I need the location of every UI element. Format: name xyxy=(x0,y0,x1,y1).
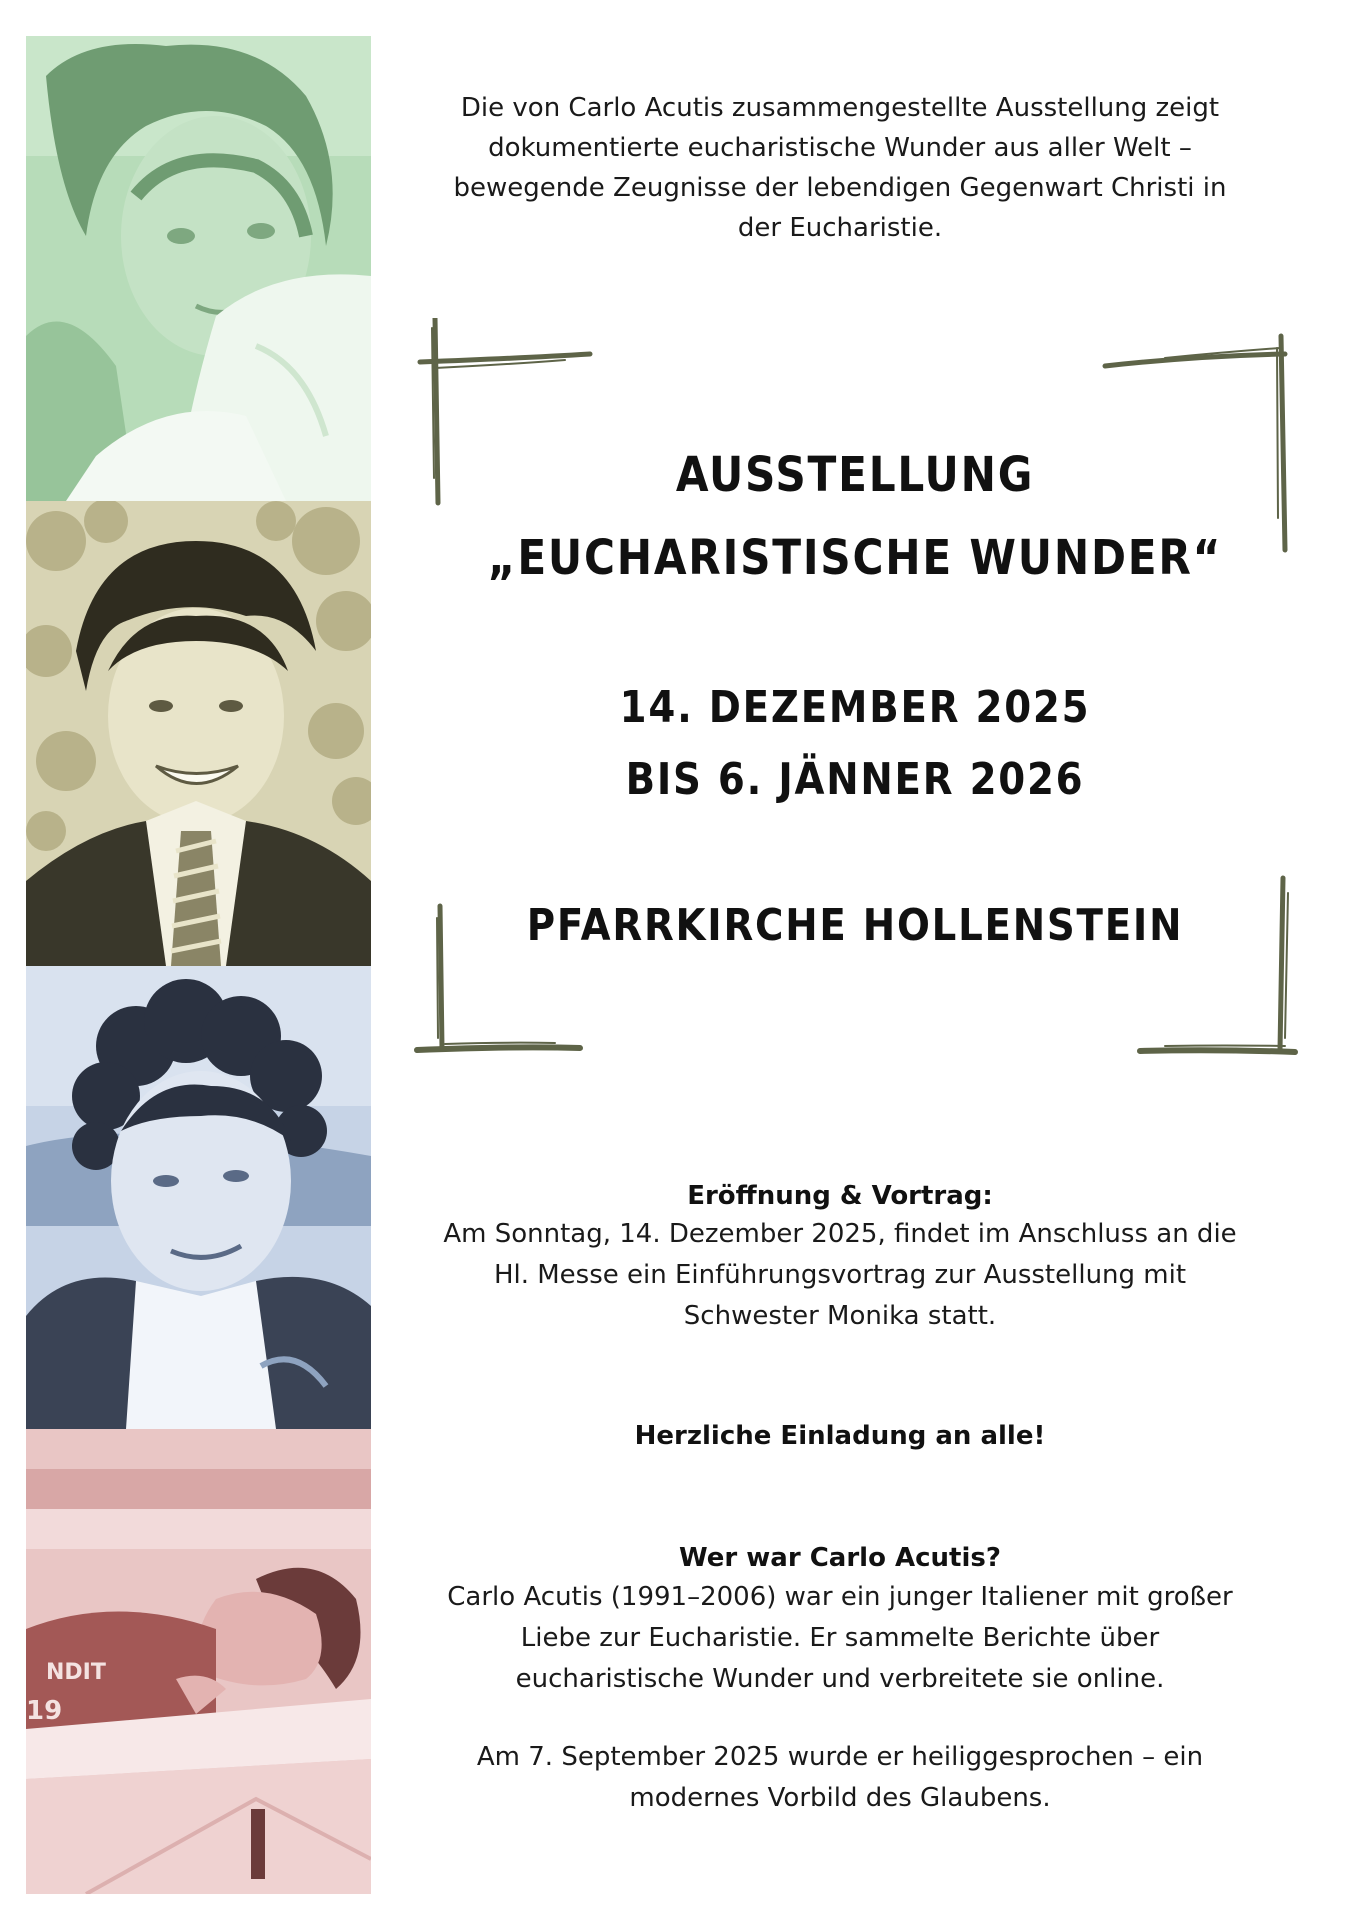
canonization-text: Am 7. September 2025 wurde er heiliggesprochen – ein modernes Vorbild des Glaubens. xyxy=(476,1742,1204,1813)
invitation: Herzliche Einladung an alle! xyxy=(634,1421,1046,1451)
photo-carlo-suit xyxy=(26,501,371,966)
about-text: Carlo Acutis (1991–2006) war ein junger Italiener mit großer Liebe zur Eucharistie. Er sammelte Berichte über eucharistische Wunder und verbreitete sie online. xyxy=(447,1582,1233,1694)
opening-text: Am Sonntag, 14. Dezember 2025, findet im Anschluss an die Hl. Messe ein Einführungsvortrag zur Ausstellung mit Schwester Monika statt. xyxy=(443,1219,1237,1331)
svg-text:19: 19 xyxy=(26,1696,63,1726)
date-start: 14. DEZEMBER 2025 xyxy=(619,682,1091,733)
photo-carlo-repose xyxy=(26,1429,371,1894)
title-line-2: „EUCHARISTISCHE WUNDER“ xyxy=(487,530,1223,586)
title-line-1: AUSSTELLUNG xyxy=(675,447,1035,503)
photo-carlo-child xyxy=(26,36,371,501)
about-heading: Wer war Carlo Acutis? xyxy=(679,1543,1001,1573)
photo-strip xyxy=(26,36,371,1894)
opening-heading: Eröffnung & Vortrag: xyxy=(687,1181,993,1211)
date-end: BIS 6. JÄNNER 2026 xyxy=(625,754,1085,805)
location: PFARRKIRCHE HOLLENSTEIN xyxy=(526,900,1184,951)
photo-carlo-curly xyxy=(26,966,371,1429)
intro-text: Die von Carlo Acutis zusammengestellte Ausstellung zeigt dokumentierte eucharistische Wunder aus aller Welt – bewegende Zeugnisse der lebendigen Gegenwart Christi in der Eucharistie. xyxy=(453,93,1227,243)
svg-text:NDIT: NDIT xyxy=(46,1660,106,1685)
